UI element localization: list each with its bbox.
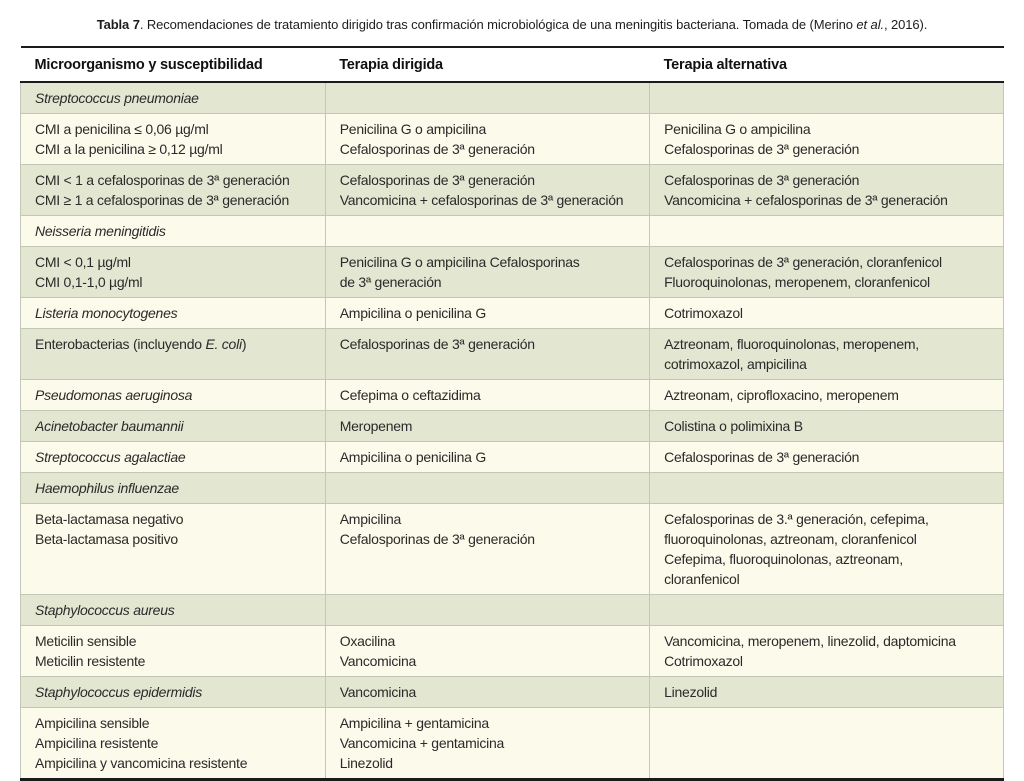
caption-etal: et al. [856, 17, 884, 32]
table-row [21, 114, 1004, 165]
cell-microorganismo [21, 504, 326, 595]
cell-line: Cefalosporinas de 3.ª generación, cefepima, [664, 511, 929, 527]
cell-line: CMI a penicilina ≤ 0,06 µg/ml [35, 121, 209, 137]
cell-line: fluoroquinolonas, aztreonam, cloranfenicol [664, 531, 917, 547]
table-row [21, 473, 1004, 504]
cell-line: Penicilina G o ampicilina Cefalosporinas [339, 254, 580, 270]
cell-microorganismo [21, 708, 326, 780]
cell-terapia-dirigida [325, 626, 649, 677]
cell-line: Vancomicina [339, 653, 417, 669]
cell-line: Aztreonam, fluoroquinolonas, meropenem, [664, 336, 919, 352]
table-row [21, 442, 1004, 473]
cell-line: Aztreonam, ciprofloxacino, meropenem [664, 387, 899, 403]
table-row [21, 677, 1004, 708]
table-row [21, 216, 1004, 247]
cell-terapia-dirigida [325, 329, 649, 380]
cell-line: Vancomicina + gentamicina [339, 735, 505, 751]
cell-line: Cefalosporinas de 3ª generación [339, 141, 535, 157]
cell-line: Oxacilina [339, 633, 396, 649]
cell-line: Vancomicina [339, 684, 417, 700]
cell-terapia-alternativa [650, 442, 1004, 473]
caption-tail: , 2016). [884, 17, 928, 32]
cell-line: Meropenem [339, 418, 413, 434]
cell-terapia-dirigida [325, 677, 649, 708]
cell-line: Ampicilina + gentamicina [339, 715, 489, 731]
cell-line: CMI a la penicilina ≥ 0,12 µg/ml [35, 141, 223, 157]
cell-microorganismo [21, 380, 326, 411]
cell-line: Vancomicina + cefalosporinas de 3ª generación [339, 192, 624, 208]
cell-line: Ampicilina sensible [35, 715, 150, 731]
cell-terapia-alternativa [650, 677, 1004, 708]
cell-microorganismo [21, 298, 326, 329]
table-row [21, 380, 1004, 411]
cell-microorganismo [21, 82, 326, 114]
cell-line: Ampicilina y vancomicina resistente [35, 755, 248, 771]
cell-line: cotrimoxazol, ampicilina [664, 356, 807, 372]
cell-terapia-dirigida [325, 442, 649, 473]
cell-line: Vancomicina + cefalosporinas de 3ª generación [664, 192, 948, 208]
cell-line: Linezolid [339, 755, 393, 771]
cell-line: Acinetobacter baumannii [35, 418, 184, 434]
cell-microorganismo [21, 329, 326, 380]
cell-microorganismo [21, 216, 326, 247]
cell-line: Ampicilina [339, 511, 402, 527]
cell-terapia-dirigida [325, 380, 649, 411]
cell-line: CMI 0,1-1,0 µg/ml [35, 274, 143, 290]
cell-line: Colistina o polimixina B [664, 418, 803, 434]
cell-terapia-dirigida [325, 708, 649, 780]
cell-line: Cotrimoxazol [664, 305, 743, 321]
cell-line: Ampicilina resistente [35, 735, 159, 751]
cell-line: Penicilina G o ampicilina [339, 121, 486, 137]
cell-line: Cefalosporinas de 3ª generación [339, 172, 535, 188]
cell-line: Linezolid [664, 684, 718, 700]
cell-line: Streptococcus pneumoniae [35, 90, 199, 106]
cell-terapia-dirigida [325, 411, 649, 442]
cell-line: Enterobacterias (incluyendo E. coli) [35, 336, 247, 352]
table-row [21, 165, 1004, 216]
header-row [21, 47, 1004, 82]
cell-microorganismo [21, 247, 326, 298]
cell-line: Cefalosporinas de 3ª generación [664, 449, 860, 465]
cell-line: CMI ≥ 1 a cefalosporinas de 3ª generación [35, 192, 289, 208]
column-header-microorganismo: Microorganismo y susceptibilidad [21, 47, 326, 82]
cell-line: Neisseria meningitidis [35, 223, 166, 239]
cell-line: Streptococcus agalactiae [35, 449, 186, 465]
cell-terapia-alternativa [650, 82, 1004, 114]
table-row [21, 298, 1004, 329]
cell-line: Cefalosporinas de 3ª generación [664, 141, 860, 157]
table-row [21, 626, 1004, 677]
cell-line: Staphylococcus epidermidis [35, 684, 203, 700]
cell-line: Cefepima o ceftazidima [339, 387, 481, 403]
cell-line: Cefalosporinas de 3ª generación, cloranfenicol [664, 254, 942, 270]
table-row [21, 411, 1004, 442]
cell-line: Beta-lactamasa positivo [35, 531, 178, 547]
cell-microorganismo [21, 473, 326, 504]
cell-line: Fluoroquinolonas, meropenem, cloranfenicol [664, 274, 930, 290]
cell-line: Pseudomonas aeruginosa [35, 387, 193, 403]
table-caption [20, 16, 1004, 33]
table-row [21, 247, 1004, 298]
table-header [21, 47, 1004, 82]
cell-microorganismo [21, 677, 326, 708]
cell-line: cloranfenicol [664, 571, 740, 587]
cell-terapia-dirigida [325, 165, 649, 216]
table-row [21, 504, 1004, 595]
cell-terapia-alternativa [650, 380, 1004, 411]
cell-line: Listeria monocytogenes [35, 305, 178, 321]
table-body [21, 82, 1004, 780]
table-row [21, 595, 1004, 626]
cell-terapia-dirigida [325, 473, 649, 504]
cell-line: Cefepima, fluoroquinolonas, aztreonam, [664, 551, 903, 567]
cell-microorganismo [21, 595, 326, 626]
cell-terapia-dirigida [325, 82, 649, 114]
cell-terapia-alternativa [650, 247, 1004, 298]
cell-terapia-alternativa [650, 165, 1004, 216]
cell-terapia-dirigida [325, 504, 649, 595]
column-header-terapia-dirigida: Terapia dirigida [325, 47, 649, 82]
cell-line: Meticilin resistente [35, 653, 146, 669]
cell-microorganismo [21, 626, 326, 677]
cell-line: Cefalosporinas de 3ª generación [664, 172, 860, 188]
cell-line: de 3ª generación [339, 274, 442, 290]
cell-terapia-dirigida [325, 216, 649, 247]
cell-terapia-alternativa [650, 114, 1004, 165]
cell-line: CMI < 0,1 µg/ml [35, 254, 131, 270]
cell-microorganismo [21, 411, 326, 442]
cell-terapia-alternativa [650, 298, 1004, 329]
cell-line: Ampicilina o penicilina G [339, 305, 486, 321]
cell-line: Beta-lactamasa negativo [35, 511, 184, 527]
cell-terapia-alternativa [650, 216, 1004, 247]
cell-terapia-alternativa [650, 595, 1004, 626]
cell-line: Cotrimoxazol [664, 653, 743, 669]
cell-terapia-dirigida [325, 595, 649, 626]
cell-line: Meticilin sensible [35, 633, 137, 649]
cell-terapia-alternativa [650, 504, 1004, 595]
cell-terapia-alternativa [650, 329, 1004, 380]
cell-terapia-alternativa [650, 626, 1004, 677]
cell-line: Vancomicina, meropenem, linezolid, daptomicina [664, 633, 956, 649]
cell-line: Penicilina G o ampicilina [664, 121, 811, 137]
cell-terapia-alternativa [650, 708, 1004, 780]
cell-line: Ampicilina o penicilina G [339, 449, 486, 465]
cell-terapia-dirigida [325, 114, 649, 165]
cell-microorganismo [21, 165, 326, 216]
cell-line: Haemophilus influenzae [35, 480, 179, 496]
table-row [21, 82, 1004, 114]
cell-line: CMI < 1 a cefalosporinas de 3ª generación [35, 172, 290, 188]
column-header-terapia-alternativa: Terapia alternativa [650, 47, 1004, 82]
cell-line: Staphylococcus aureus [35, 602, 175, 618]
caption-table-number: Tabla 7 [96, 17, 140, 32]
cell-line: Cefalosporinas de 3ª generación [339, 531, 535, 547]
cell-terapia-alternativa [650, 473, 1004, 504]
cell-microorganismo [21, 114, 326, 165]
treatment-recommendations-table [20, 46, 1004, 781]
cell-terapia-dirigida [325, 247, 649, 298]
caption-text: . Recomendaciones de tratamiento dirigido tras confirmación microbiológica de una meningitis bacteriana. Tomada de (Merino [139, 17, 857, 32]
table-row [21, 329, 1004, 380]
cell-terapia-dirigida [325, 298, 649, 329]
cell-microorganismo [21, 442, 326, 473]
table-row [21, 708, 1004, 780]
cell-terapia-alternativa [650, 411, 1004, 442]
cell-line: Cefalosporinas de 3ª generación [339, 336, 535, 352]
